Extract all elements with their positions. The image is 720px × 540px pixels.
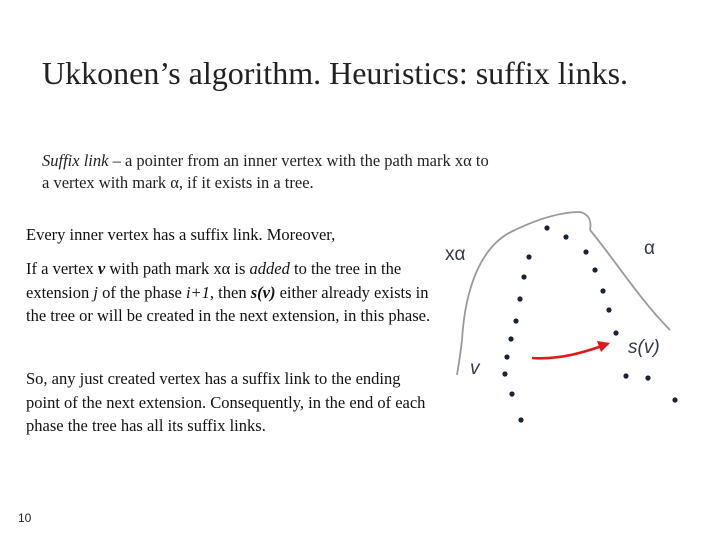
right-path-dots [583, 249, 677, 402]
diagram-svg [440, 200, 720, 440]
label-alpha: α [644, 238, 655, 259]
definition-text-line2: a vertex with mark α, if it exists in a tree. [42, 173, 314, 192]
page-number: 10 [18, 511, 32, 525]
dot [623, 373, 628, 378]
dot [504, 354, 509, 359]
suffix-link-diagram [440, 200, 720, 440]
dot [517, 296, 522, 301]
dot [513, 318, 518, 323]
dot [645, 375, 650, 380]
dot [613, 330, 618, 335]
dot [502, 371, 507, 376]
dot [563, 234, 568, 239]
dot [600, 288, 605, 293]
dot [672, 397, 677, 402]
dot [592, 267, 597, 272]
suffix-link-arrow [532, 341, 610, 358]
tree-outline-left [457, 230, 515, 375]
definition-text-line1: – a pointer from an inner vertex with the path mark xα to [108, 151, 489, 170]
para2-text-2: with path mark xα is [105, 259, 250, 278]
dot [544, 225, 549, 230]
dot [518, 417, 523, 422]
tree-outline-right [590, 230, 670, 330]
paragraph-every-inner-vertex: Every inner vertex has a suffix link. Moreover, [26, 225, 336, 244]
arrow-shaft [532, 344, 608, 358]
dot [509, 391, 514, 396]
para2-sv: s(v) [250, 282, 276, 302]
para2-text-4: of the phase [97, 282, 186, 302]
suffix-link-definition [42, 150, 642, 194]
dot [583, 249, 588, 254]
para2-text-5: , then [209, 282, 251, 302]
left-path-dots [502, 225, 568, 422]
slide-title: Ukkonen’s algorithm. Heuristics: suffix links. [42, 55, 629, 91]
para2-text-1: If a vertex [26, 259, 98, 278]
dot [526, 254, 531, 259]
label-v: v [470, 358, 480, 379]
label-xalpha: xα [445, 244, 466, 265]
dot [508, 336, 513, 341]
para2-added: added [249, 259, 290, 278]
para2-extension-j: j [93, 282, 98, 302]
para2-text-3: to the tree in the extension [26, 259, 402, 302]
paragraph-consequently: So, any just created vertex has a suffix link to the ending point of the next extension. Consequently, in the end of each phase the tree has all its suffix links. [26, 369, 426, 435]
dot [606, 307, 611, 312]
para2-text-6: either already exists in the tree or will be created in the next extension, in this phase. [26, 282, 431, 325]
label-sv: s(v) [628, 337, 660, 358]
definition-term: Suffix link [42, 151, 109, 170]
tree-outline-top [515, 212, 591, 230]
paragraph-vertex-added [26, 257, 436, 328]
para2-vertex-v: v [97, 259, 106, 278]
dot [521, 274, 526, 279]
para2-phase-i1: i+1 [185, 282, 210, 302]
